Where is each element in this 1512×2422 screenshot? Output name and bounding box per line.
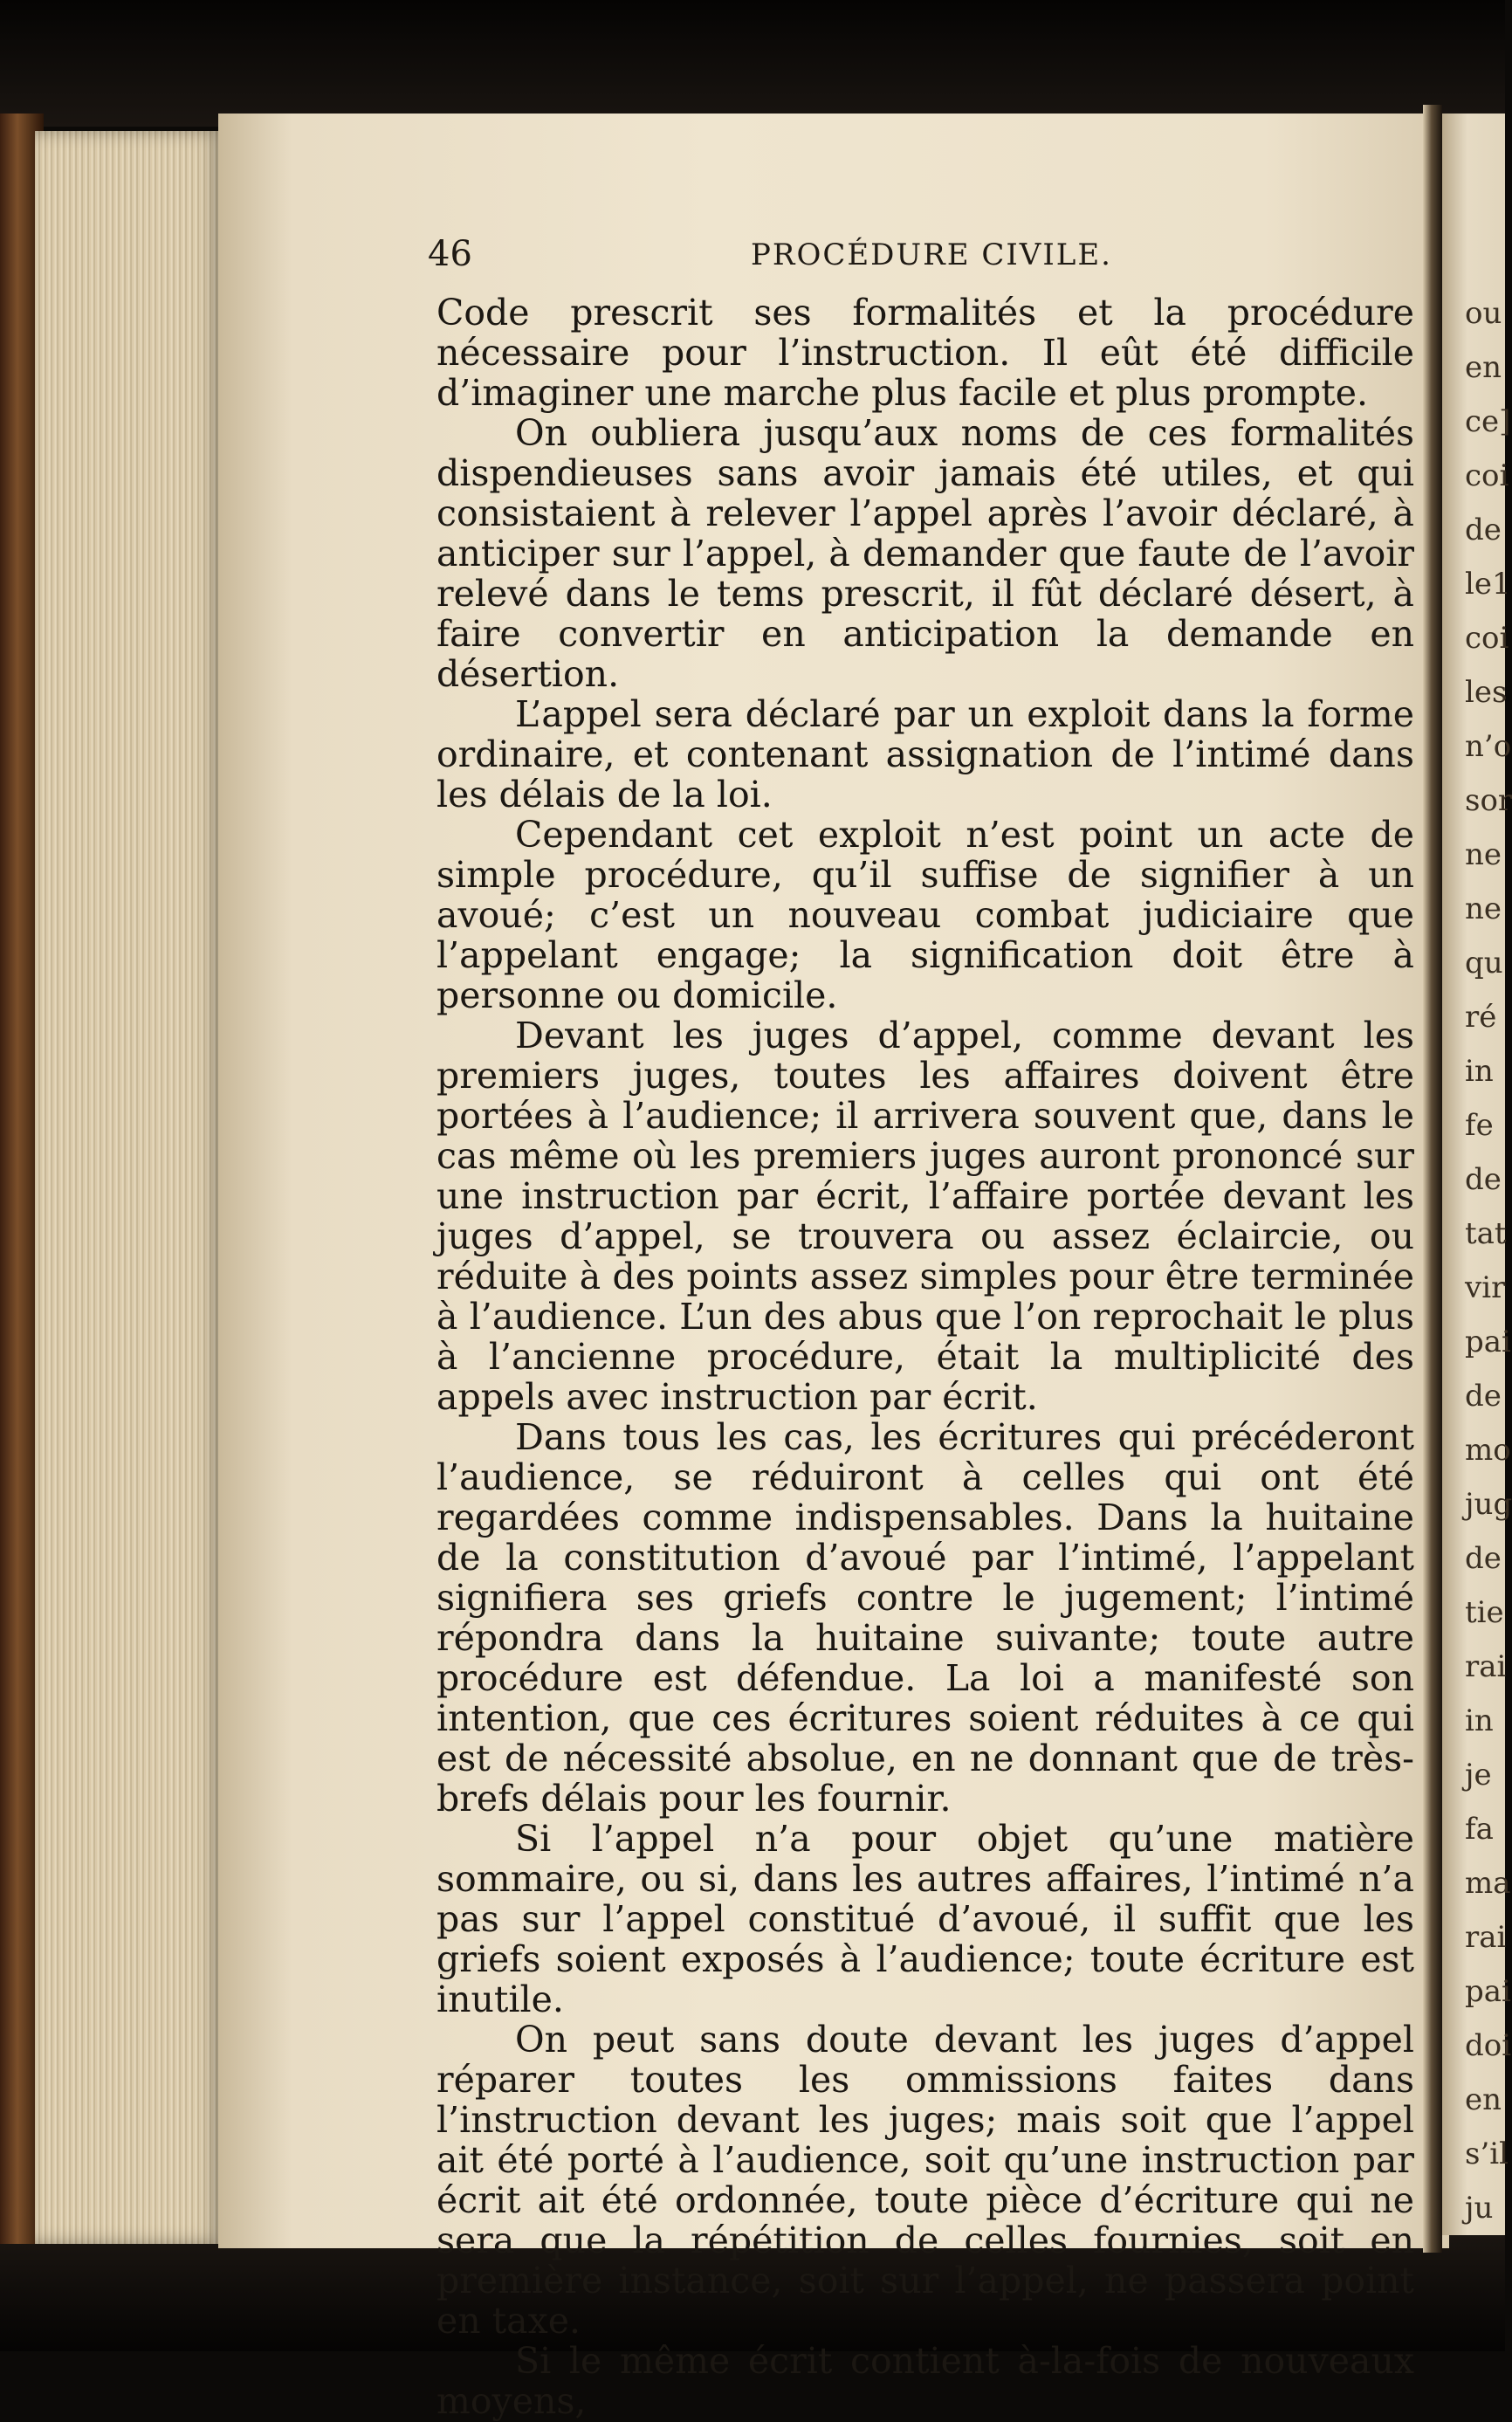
facing-page-fragment: ce] [1465, 404, 1511, 439]
facing-page-fragment: sor [1465, 783, 1512, 818]
facing-page-fragment: rai [1465, 1920, 1507, 1955]
page-number: 46 [428, 234, 472, 274]
book-gutter [1423, 105, 1442, 2253]
paragraph: On peut sans doute devant les juges d’appel réparer toutes les ommissions faites dans l’instruction devant les juges; mais soit que l’appel ait été porté à l’audience, soit qu’une instruction par écrit ait été ordonnée, toute pièce d’écriture qui ne sera que la répétition de celles fournies, soit en première instance, soit sur l’appel, ne passera point en taxe. [436, 2019, 1414, 2342]
facing-page-fragment: en [1465, 350, 1502, 385]
paragraph: Si l’appel n’a pour objet qu’une matière sommaire, ou si, dans les autres affaires, l’intimé n’a pas sur l’appel constitué d’avoué, il suffit que les griefs soient exposés à l’audience; toute écriture est inutile. [436, 1818, 1414, 2020]
body-text [436, 292, 1414, 2421]
facing-page-fragment: jug [1465, 1487, 1512, 1522]
facing-page-fragment: rai [1465, 1649, 1507, 1684]
facing-page-fragment: ne [1465, 891, 1502, 926]
facing-page-fragment: n’o [1465, 729, 1512, 764]
paragraph: L’appel sera déclaré par un exploit dans la forme ordinaire, et contenant assignation de l’intimé dans les délais de la loi. [436, 693, 1414, 815]
facing-page-fragment: coi [1465, 621, 1509, 656]
facing-page-fragment: de [1465, 513, 1502, 547]
facing-page-fragment: tat [1465, 1216, 1507, 1251]
facing-page-fragment: qu [1465, 946, 1503, 980]
facing-page-fragment: ré [1465, 1000, 1497, 1035]
paragraph: Dans tous les cas, les écritures qui précéderont l’audience, se réduiront à celles qui ont été regardées comme indispensables. Dans la huitaine de la constitution d’avoué par l’intimé, l’appelant signifiera ses griefs contre le jugement; l’intimé répondra dans la huitaine suivante; toute autre procédure est défendue. La loi a manifesté son intention, que ces écritures soient réduites à ce qui est de nécessité absolue, en ne donnant que de très-brefs délais pour les fournir. [436, 1416, 1414, 1820]
facing-page-fragment: les [1465, 675, 1508, 710]
paragraph: Si le même écrit contient à-la-fois de nouveaux moyens, [436, 2340, 1414, 2422]
facing-page-fragment: ma [1465, 1866, 1511, 1901]
facing-page-fragment: in [1465, 1054, 1494, 1089]
facing-page-fragment: in [1465, 1703, 1494, 1738]
facing-page-fragment: de [1465, 1379, 1502, 1414]
facing-page-edge [1442, 114, 1512, 2235]
paragraph: Code prescrit ses formalités et la procédure nécessaire pour l’instruction. Il eût été difficile d’imaginer une marche plus facile et plus prompte. [436, 292, 1414, 414]
paragraph: Devant les juges d’appel, comme devant les premiers juges, toutes les affaires doivent être portées à l’audience; il arrivera souvent que, dans le cas même où les premiers juges auront prononcé sur une instruction par écrit, l’affaire portée devant les juges d’appel, se trouvera ou assez éclaircie, ou réduite à des points assez simples pour être terminée à l’audience. L’un des abus que l’on reprochait le plus à l’ancienne procédure, était la multiplicité des appels avec instruction par écrit. [436, 1015, 1414, 1418]
facing-page-fragment: ou [1465, 296, 1502, 331]
facing-page-fragment: ju [1465, 2191, 1494, 2226]
facing-page-fragment: en [1465, 2082, 1502, 2117]
facing-page-fragment: le1 [1465, 567, 1511, 602]
facing-page-fragment: coi [1465, 458, 1509, 493]
facing-page-fragment: pai [1465, 1325, 1511, 1359]
facing-page-fragment: mo [1465, 1433, 1511, 1468]
page-header [0, 234, 1505, 278]
page-stack-edge [35, 131, 223, 2244]
facing-page-fragment: de [1465, 1162, 1502, 1197]
paragraph: Cependant cet exploit n’est point un acte de simple procédure, qu’il suffise de signifier à un avoué; c’est un nouveau combat judiciaire que l’appelant engage; la signification doit être à personne ou domicile. [436, 814, 1414, 1016]
top-background [0, 0, 1505, 127]
facing-page-fragment: s’il [1465, 2136, 1509, 2171]
facing-page-fragment: fe [1465, 1108, 1494, 1143]
facing-page-fragment: doi [1465, 2028, 1512, 2063]
facing-page-fragment: pai [1465, 1974, 1511, 2009]
paragraph: On oubliera jusqu’aux noms de ces formalités dispendieuses sans avoir jamais été utiles, et qui consistaient à relever l’appel après l’avoir déclaré, à anticiper sur l’appel, à demander que faute de l’avoir relevé dans le tems prescrit, il fût déclaré désert, à faire convertir en anticipation la demande en désertion. [436, 412, 1414, 695]
facing-page-fragment: fa [1465, 1812, 1494, 1847]
facing-page-fragment: je [1465, 1758, 1492, 1792]
facing-page-fragment: ne [1465, 837, 1502, 872]
running-head: PROCÉDURE CIVILE. [751, 237, 1112, 272]
facing-page-fragment: vir [1465, 1270, 1506, 1305]
facing-page-fragment: tie [1465, 1595, 1504, 1630]
facing-page-fragment: de [1465, 1541, 1502, 1576]
